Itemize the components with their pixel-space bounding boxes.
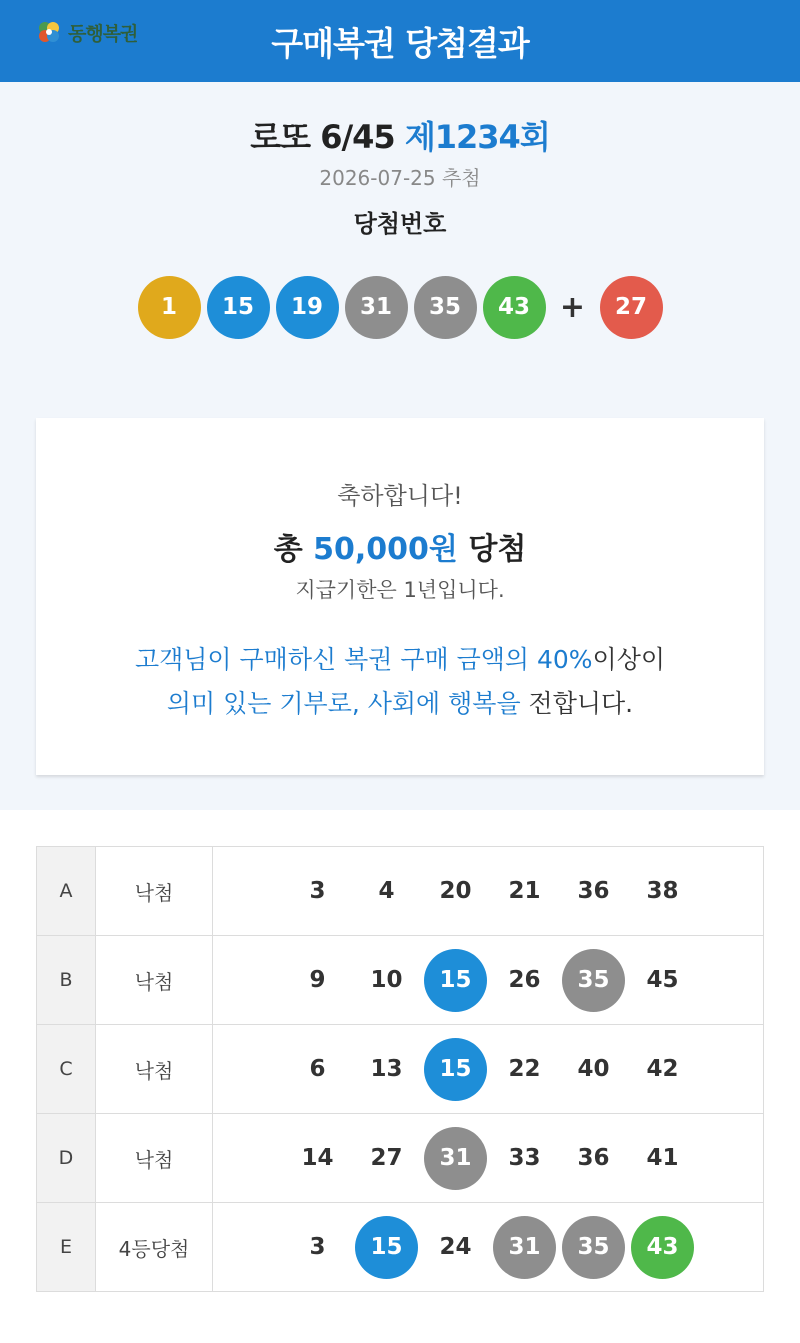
donation-line1-highlight: 고객님이 구매하신 복권 구매 금액의 40% <box>134 645 593 674</box>
matched-number-ball: 43 <box>631 1216 694 1279</box>
game-number: 20 <box>439 878 472 904</box>
game-numbers <box>213 1203 764 1292</box>
purchased-games-table <box>36 846 764 1292</box>
matched-number-ball: 15 <box>355 1216 418 1279</box>
game-number: 40 <box>577 1056 610 1082</box>
app-header <box>0 0 800 82</box>
donation-message-line2 <box>36 684 764 720</box>
bonus-plus-sign: + <box>559 289 586 325</box>
payment-deadline: 지급기한은 1년입니다. <box>295 578 505 602</box>
game-number: 24 <box>439 1234 472 1260</box>
game-numbers-row <box>213 1038 763 1101</box>
game-row <box>37 1203 764 1292</box>
game-number: 21 <box>508 878 541 904</box>
logo-text: 동행복권 <box>68 22 138 45</box>
draw-date: 2026-07-25 추첨 <box>319 166 481 190</box>
game-label: C <box>37 1025 96 1114</box>
donation-line2-tail: 전합니다. <box>520 689 634 718</box>
game-number: 10 <box>370 967 403 993</box>
game-label: E <box>37 1203 96 1292</box>
game-numbers-row <box>213 1216 763 1279</box>
game-number: 26 <box>508 967 541 993</box>
game-number: 4 <box>378 878 395 904</box>
game-number: 45 <box>646 967 679 993</box>
donation-message-line1 <box>36 640 764 676</box>
total-prefix: 총 <box>273 532 314 567</box>
game-numbers-row <box>213 1127 763 1190</box>
dhlottery-logo[interactable] <box>34 17 137 47</box>
game-label: A <box>37 847 96 936</box>
game-number: 38 <box>646 878 679 904</box>
game-row <box>37 1114 764 1203</box>
winning-numbers <box>0 276 800 338</box>
game-number: 36 <box>577 878 610 904</box>
matched-number-ball: 15 <box>424 949 487 1012</box>
game-numbers <box>213 936 764 1025</box>
game-number: 3 <box>309 878 326 904</box>
game-number: 9 <box>309 967 326 993</box>
total-suffix: 당첨 <box>457 532 527 567</box>
game-numbers <box>213 1025 764 1114</box>
matched-number-ball: 31 <box>493 1216 556 1279</box>
game-number: 22 <box>508 1056 541 1082</box>
game-result: 낙첨 <box>96 847 213 936</box>
donation-line2-highlight: 의미 있는 기부로, 사회에 행복을 <box>166 689 521 718</box>
winning-ball: 35 <box>414 276 477 339</box>
game-number: 27 <box>370 1145 403 1171</box>
congrats-message: 축하합니다! <box>337 482 463 510</box>
game-result: 낙첨 <box>96 1025 213 1114</box>
matched-number-ball: 35 <box>562 949 625 1012</box>
game-name: 로또 6/45 <box>250 118 395 156</box>
total-prize <box>36 524 764 568</box>
game-number: 3 <box>309 1234 326 1260</box>
game-label: D <box>37 1114 96 1203</box>
game-numbers <box>213 847 764 936</box>
game-row <box>37 847 764 936</box>
game-numbers <box>213 1114 764 1203</box>
game-result: 4등당첨 <box>96 1203 213 1292</box>
winning-numbers-label: 당첨번호 <box>353 210 447 238</box>
winning-ball: 43 <box>483 276 546 339</box>
game-number: 6 <box>309 1056 326 1082</box>
game-number: 36 <box>577 1145 610 1171</box>
draw-round: 제1234회 <box>404 118 550 156</box>
matched-number-ball: 31 <box>424 1127 487 1190</box>
donation-line1-tail: 이상이 <box>592 645 665 674</box>
clover-logo-icon <box>34 17 64 47</box>
matched-number-ball: 35 <box>562 1216 625 1279</box>
game-row <box>37 936 764 1025</box>
winning-ball: 31 <box>345 276 408 339</box>
game-result: 낙첨 <box>96 1114 213 1203</box>
game-result: 낙첨 <box>96 936 213 1025</box>
total-amount: 50,000원 <box>313 532 458 567</box>
game-label: B <box>37 936 96 1025</box>
game-number: 41 <box>646 1145 679 1171</box>
draw-title <box>0 112 800 158</box>
winning-ball: 1 <box>138 276 201 339</box>
game-numbers-row <box>213 949 763 1012</box>
winning-ball: 15 <box>207 276 270 339</box>
page-title: 구매복권 당첨결과 <box>271 23 529 63</box>
winning-ball: 19 <box>276 276 339 339</box>
game-number: 33 <box>508 1145 541 1171</box>
game-numbers-row <box>213 860 763 923</box>
game-number: 42 <box>646 1056 679 1082</box>
game-row <box>37 1025 764 1114</box>
bonus-ball: 27 <box>600 276 663 339</box>
result-card <box>36 418 764 775</box>
game-number: 13 <box>370 1056 403 1082</box>
game-number: 14 <box>301 1145 334 1171</box>
matched-number-ball: 15 <box>424 1038 487 1101</box>
